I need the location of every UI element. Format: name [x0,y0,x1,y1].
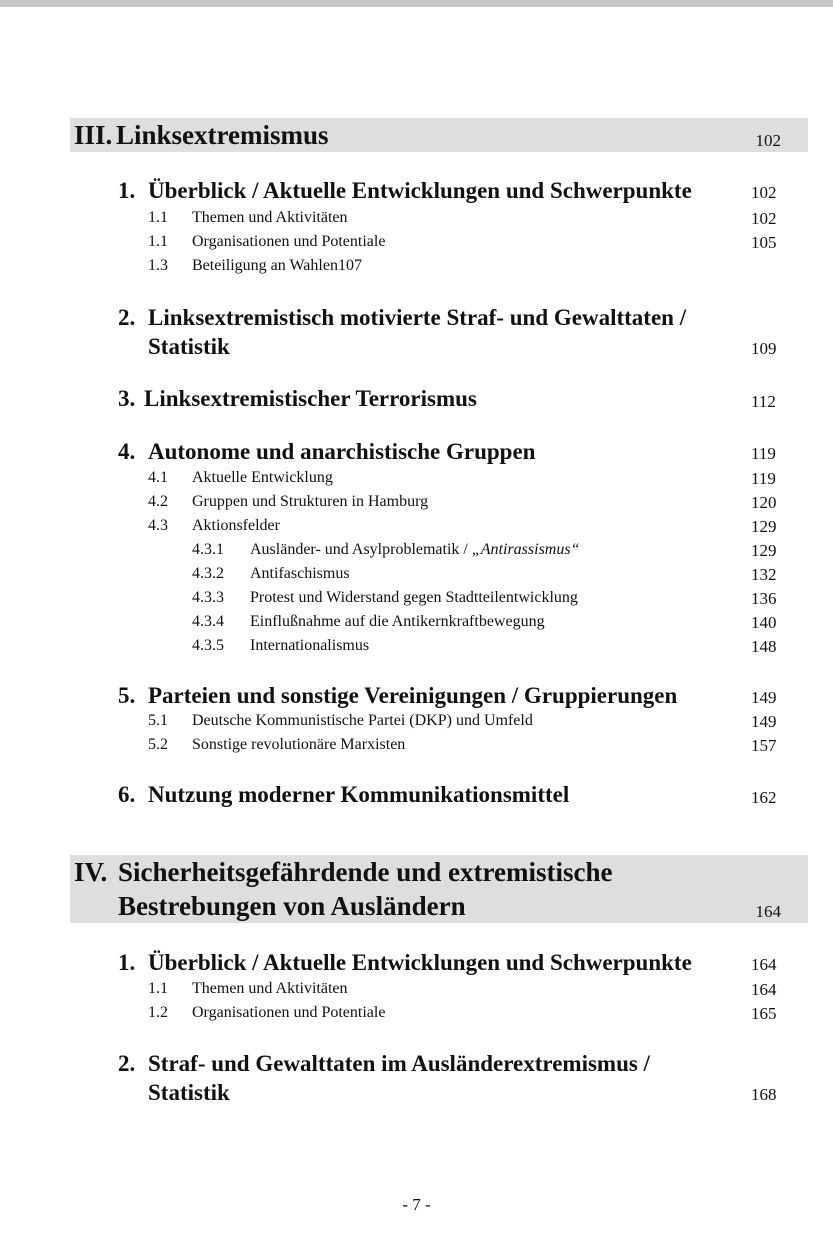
section-number: 1. [118,178,136,203]
section-page: 109 [751,339,777,358]
top-border [0,0,833,7]
section-title: Nutzung moderner Kommunikationsmittel [148,782,570,807]
subsection-title: Organisationen und Potentiale [192,233,386,250]
subsection-page: 149 [751,712,777,731]
section-page: 168 [751,1085,777,1104]
subsection-title: Gruppen und Strukturen in Hamburg [192,493,429,510]
section-page: 112 [751,392,776,411]
section-number: 3. [118,386,136,411]
subsection-title: Sonstige revolutionäre Marxisten [192,736,406,753]
subsubsection-page: 132 [751,565,777,584]
subsection-page: 164 [751,980,777,999]
subsection-title: Aktuelle Entwicklung [192,469,333,486]
section-page: 119 [751,444,776,463]
subsection-title: Organisationen und Potentiale [192,1004,386,1021]
section-title-line2: Statistik [148,1080,230,1105]
section-page: 149 [751,688,777,707]
subsection-page: 120 [751,493,777,512]
section-title: Überblick / Aktuelle Entwicklungen und Schwerpunkte [148,950,692,975]
part-number: III. [74,120,113,150]
section-title: Linksextremistischer Terrorismus [144,386,477,411]
section-title: Überblick / Aktuelle Entwicklungen und Schwerpunkte [148,178,692,203]
section-title: Linksextremistisch motivierte Straf- und Gewalttaten / [148,305,687,330]
section-number: 1. [118,950,136,975]
subsection-number: 4.3 [148,517,168,534]
section-number: 2. [118,305,136,330]
part-page: 102 [755,131,781,150]
subsection-number: 5.1 [148,712,168,729]
section-page: 162 [751,788,777,807]
subsection-title: Deutsche Kommunistische Partei (DKP) und Umfeld [192,712,533,729]
subsection-number: 1.1 [148,233,168,250]
subsubsection-title: Ausländer- und Asylproblematik / „Antirassismus“ [250,541,580,558]
part-title: Linksextremismus [116,120,329,150]
subsubsection-title: Antifaschismus [250,565,350,582]
subsection-number: 5.2 [148,736,168,753]
part-number: IV. [74,857,108,887]
subsubsection-number: 4.3.5 [192,637,224,654]
part-title: Sicherheitsgefährdende und extremistische [118,857,613,887]
subsubsection-number: 4.3.2 [192,565,224,582]
subsection-number: 4.1 [148,469,168,486]
page-number-footer: - 7 - [402,1195,431,1214]
subsection-number: 4.2 [148,493,168,510]
subsection-page: 105 [751,233,777,252]
section-title: Parteien und sonstige Vereinigungen / Gruppierungen [148,683,678,708]
subsubsection-number: 4.3.3 [192,589,224,606]
subsubsection-number: 4.3.4 [192,613,224,630]
part-page: 164 [755,902,781,921]
subsection-title: Aktionsfelder [192,517,280,534]
subsubsection-title: Protest und Widerstand gegen Stadtteilentwicklung [250,589,578,606]
subsection-number: 1.1 [148,209,168,226]
subsubsection-page: 136 [751,589,777,608]
section-title: Autonome und anarchistische Gruppen [148,439,536,464]
subsection-number: 1.3 [148,257,168,274]
section-number: 4. [118,439,136,464]
subsection-number: 1.1 [148,980,168,997]
section-title: Straf- und Gewalttaten im Ausländerextremismus / [148,1051,650,1076]
subsection-page: 165 [751,1004,777,1023]
subsection-page: 129 [751,517,777,536]
section-number: 6. [118,782,136,807]
section-number: 5. [118,683,136,708]
section-title-line2: Statistik [148,334,230,359]
subsubsection-page: 148 [751,637,777,656]
subsubsection-page: 129 [751,541,777,560]
subsection-title: Themen und Aktivitäten [192,209,348,226]
section-number: 2. [118,1051,136,1076]
subsection-page: 119 [751,469,776,488]
subsection-title: Themen und Aktivitäten [192,980,348,997]
section-page: 164 [751,955,777,974]
subsubsection-title: Einflußnahme auf die Antikernkraftbewegung [250,613,545,630]
subsection-title: Beteiligung an Wahlen107 [192,257,362,274]
subsection-number: 1.2 [148,1004,168,1021]
section-page: 102 [751,183,777,202]
part-title-line2: Bestrebungen von Ausländern [118,891,466,921]
subsection-page: 157 [751,736,777,755]
subsection-page: 102 [751,209,777,228]
subsubsection-number: 4.3.1 [192,541,224,558]
subsubsection-title: Internationalismus [250,637,370,654]
subsubsection-page: 140 [751,613,777,632]
